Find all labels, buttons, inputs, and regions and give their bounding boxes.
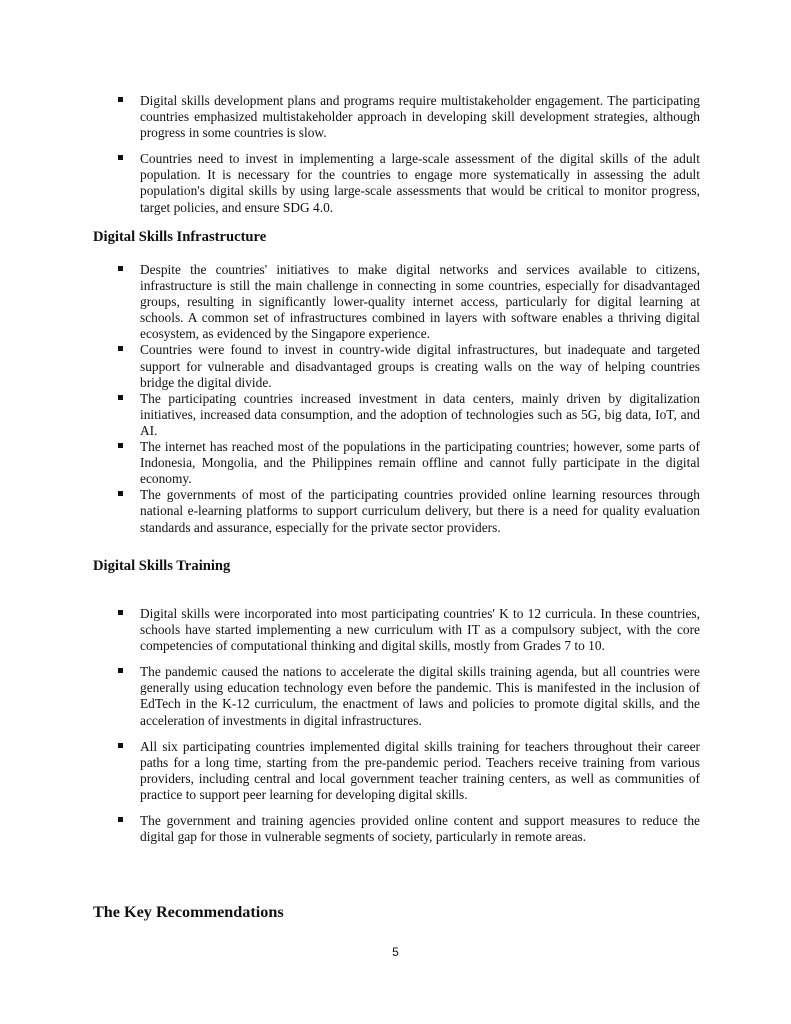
list-item-text: All six participating countries implemented digital skills training for teachers throughout their career paths for a long time, starting from the pre-pandemic period. Teachers receive training from various providers, including central and local government teacher training centers, as well as communities of practice to support peer learning for developing digital skills.: [140, 738, 700, 802]
list-item: [118, 93, 700, 141]
list-item: [118, 606, 700, 654]
square-bullet-icon: [118, 346, 123, 351]
square-bullet-icon: [118, 395, 123, 400]
list-item: [118, 262, 700, 342]
section-heading-training: Digital Skills Training: [93, 558, 231, 574]
list-item: [118, 391, 700, 439]
list-item: [118, 487, 700, 535]
square-bullet-icon: [118, 266, 123, 271]
list-item-text: Digital skills were incorporated into most participating countries' K to 12 curricula. In these countries, schools have started implementing a new curriculum with IT as a compulsory subject, with the core competencies of computational thinking and digital skills, mostly from Grades 7 to 10.: [140, 606, 700, 654]
list-item-text: The governments of most of the participating countries provided online learning resources through national e-learning platforms to support curriculum delivery, but there is a need for quality evaluation standards and assurance, especially for the private sector providers.: [140, 487, 700, 535]
list-item-text: The participating countries increased investment in data centers, mainly driven by digitalization initiatives, increased data consumption, and the adoption of technologies such as 5G, big data, IoT, and AI.: [140, 390, 700, 438]
square-bullet-icon: [118, 743, 123, 748]
list-item: [118, 439, 700, 487]
training-bullet-list: [118, 606, 700, 845]
square-bullet-icon: [118, 491, 123, 496]
list-item-text: Despite the countries' initiatives to make digital networks and services available to citizens, infrastructure is still the main challenge in connecting in some countries, especially for disadvantaged groups, resulting in significantly lower-quality internet access, particularly for digital learning at schools. A common set of infrastructures combined in layers with software enables a thriving digital ecosystem, as evidenced by the Singapore experience.: [140, 262, 700, 342]
square-bullet-icon: [118, 443, 123, 448]
list-item-text: The pandemic caused the nations to accelerate the digital skills training agenda, but all countries were generally using education technology even before the pandemic. This is manifested in the inclusion of EdTech in the K-12 curriculum, the enactment of laws and policies to promote digital skills, and the acceleration of investments in digital infrastructures.: [140, 664, 700, 728]
list-item-text: The government and training agencies provided online content and support measures to reduce the digital gap for those in vulnerable segments of society, particularly in remote areas.: [140, 813, 700, 845]
square-bullet-icon: [118, 155, 123, 160]
list-item-text: The internet has reached most of the populations in the participating countries; however, some parts of Indonesia, Mongolia, and the Philippines remain offline and cannot fully participate in the digital economy.: [140, 439, 700, 487]
section-heading-recommendations: The Key Recommendations: [93, 903, 284, 921]
square-bullet-icon: [118, 97, 123, 102]
page-number: 5: [392, 945, 399, 959]
list-item: [118, 813, 700, 845]
square-bullet-icon: [118, 668, 123, 673]
intro-bullet-list: [118, 93, 700, 216]
list-item-text: Digital skills development plans and programs require multistakeholder engagement. The participating countries emphasized multistakeholder approach in developing skill development strategies, although progress in some countries is slow.: [140, 93, 700, 141]
list-item: [118, 664, 700, 728]
list-item-text: Countries were found to invest in country-wide digital infrastructures, but inadequate and targeted support for vulnerable and disadvantaged groups is creating walls on the way of helping countries bridge the digital divide.: [140, 342, 700, 390]
list-item-text: Countries need to invest in implementing a large-scale assessment of the digital skills of the adult population. It is necessary for the countries to engage more systematically in assessing the adult population's digital skills by using large-scale assessments that would be critical to monitor progress, target policies, and ensure SDG 4.0.: [140, 151, 700, 215]
square-bullet-icon: [118, 610, 123, 615]
square-bullet-icon: [118, 817, 123, 822]
section-heading-infrastructure: Digital Skills Infrastructure: [93, 229, 267, 245]
list-item: [118, 342, 700, 390]
list-item: [118, 151, 700, 215]
list-item: [118, 739, 700, 803]
infrastructure-bullet-list: [118, 262, 700, 536]
